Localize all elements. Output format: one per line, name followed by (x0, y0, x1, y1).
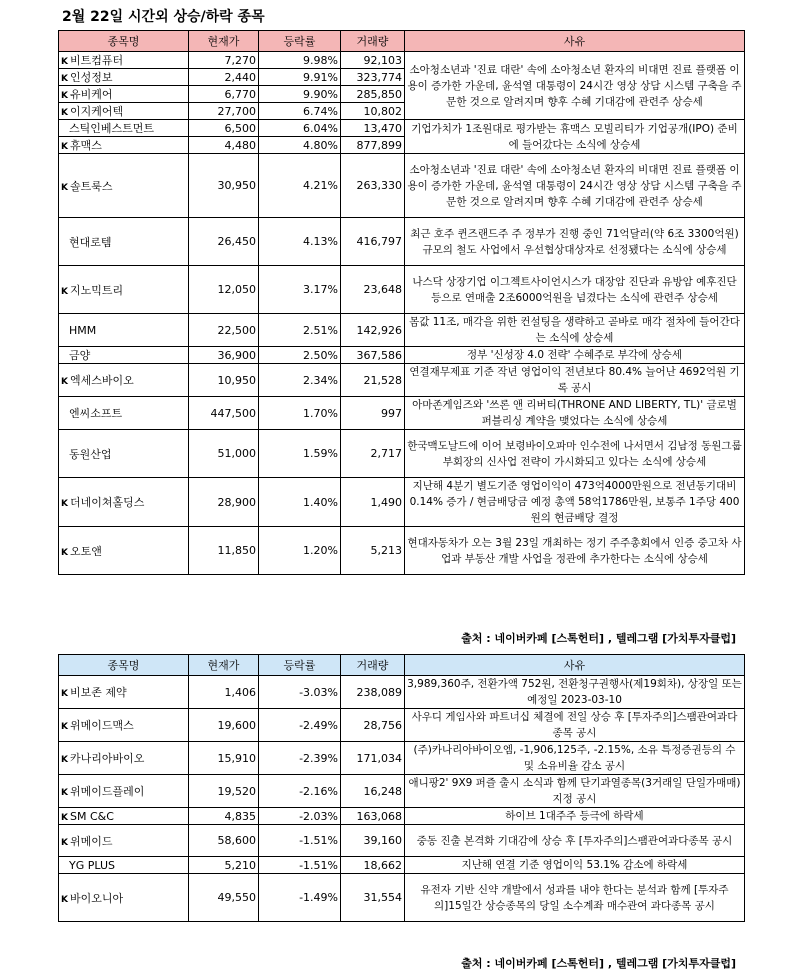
rate-cell: -2.03% (259, 808, 341, 825)
table-row (59, 825, 745, 857)
table-row (59, 266, 745, 314)
stock-name: 비트컴퓨터 (69, 54, 124, 67)
table-row (59, 314, 745, 347)
stock-name: 인성정보 (69, 71, 113, 84)
stock-name-cell (59, 397, 189, 430)
table-row (59, 364, 745, 397)
reason-cell: 정부 '신성장 4.0 전략' 수혜주로 부각에 상승세 (405, 347, 745, 364)
price-cell: 11,850 (189, 527, 259, 575)
stock-name-cell (59, 742, 189, 775)
stock-name: 이지케어텍 (69, 105, 124, 118)
market-badge: K (61, 499, 68, 509)
volume-cell: 31,554 (341, 874, 405, 922)
reason-cell: 현대자동차가 오는 3월 23일 개최하는 정기 주주총회에서 인증 중고차 사업과 부동산 개발 사업을 정관에 추가한다는 소식에 상승세 (405, 527, 745, 575)
volume-cell: 21,528 (341, 364, 405, 397)
price-cell: 447,500 (189, 397, 259, 430)
header-rate: 등락률 (259, 31, 341, 52)
volume-cell: 16,248 (341, 775, 405, 808)
stock-name: 솔트룩스 (69, 179, 113, 193)
volume-cell: 23,648 (341, 266, 405, 314)
rate-cell: -1.49% (259, 874, 341, 922)
stock-name-cell (59, 52, 189, 69)
table-row (59, 430, 745, 478)
price-cell: 26,450 (189, 218, 259, 266)
table-row (59, 478, 745, 527)
reason-cell: 몸값 11조, 매각을 위한 컨설팅을 생략하고 곧바로 매각 절차에 들어간다는 소식에 상승세 (405, 314, 745, 347)
reason-cell: 연결재무제표 기준 작년 영업이익 전년보다 80.4% 늘어난 4692억원 기록 공시 (405, 364, 745, 397)
rising-stocks-table (58, 30, 745, 575)
stock-name-cell (59, 808, 189, 825)
table-row (59, 808, 745, 825)
price-cell: 10,950 (189, 364, 259, 397)
header-name: 종목명 (59, 31, 189, 52)
volume-cell: 997 (341, 397, 405, 430)
stock-name-cell (59, 676, 189, 709)
stock-name: 지노믹트리 (69, 283, 124, 297)
rate-cell: -1.51% (259, 825, 341, 857)
stock-name: 스틱인베스트먼트 (69, 122, 155, 135)
stock-name-cell (59, 314, 189, 347)
stock-name-cell (59, 709, 189, 742)
price-cell: 15,910 (189, 742, 259, 775)
volume-cell: 10,802 (341, 103, 405, 120)
header-rate: 등락률 (259, 655, 341, 676)
volume-cell: 2,717 (341, 430, 405, 478)
table-row (59, 120, 745, 137)
table-row (59, 742, 745, 775)
table-header-row (59, 31, 745, 52)
price-cell: 22,500 (189, 314, 259, 347)
stock-name: 현대로템 (69, 235, 112, 249)
stock-name: 오토앤 (69, 544, 102, 558)
market-badge: K (61, 74, 68, 84)
stock-name-cell (59, 137, 189, 154)
stock-name: YG PLUS (69, 858, 115, 872)
reason-cell: 소아청소년과 '진료 대란' 속에 소아청소년 환자의 비대면 진료 플랫폼 이용이 증가한 가운데, 윤석열 대통령이 24시간 영상 상담 시스템 구축을 주문한 것으로 알려지며 향후 수혜 기대감에 관련주 상승세 (405, 154, 745, 218)
stock-name-cell (59, 825, 189, 857)
stock-name: 더네이쳐홀딩스 (69, 496, 145, 509)
table-row (59, 676, 745, 709)
price-cell: 6,770 (189, 86, 259, 103)
volume-cell: 263,330 (341, 154, 405, 218)
header-reason: 사유 (405, 31, 745, 52)
price-cell: 1,406 (189, 676, 259, 709)
stock-name-cell (59, 874, 189, 922)
market-badge: K (61, 788, 68, 798)
reason-cell: 중동 진출 본격화 기대감에 상승 후 [투자주의]스팸관여과다종목 공시 (405, 825, 745, 857)
market-badge: K (61, 286, 68, 297)
rate-cell: 9.98% (259, 52, 341, 69)
stock-name: 바이오니아 (69, 891, 124, 905)
header-reason: 사유 (405, 655, 745, 676)
stock-name-cell (59, 364, 189, 397)
rate-cell: 1.20% (259, 527, 341, 575)
table-header-row (59, 655, 745, 676)
stock-name: 휴맥스 (69, 139, 102, 152)
page-title: 2월 22일 시간외 상승/하락 종목 (62, 9, 265, 25)
price-cell: 6,500 (189, 120, 259, 137)
volume-cell: 142,926 (341, 314, 405, 347)
reason-cell: 소아청소년과 '진료 대란' 속에 소아청소년 환자의 비대면 진료 플랫폼 이용이 증가한 가운데, 윤석열 대통령이 24시간 영상 상담 시스템 구축을 주문한 것으로 알려지며 향후 수혜 기대감에 관련주 상승세 (405, 52, 745, 120)
market-badge: K (61, 722, 68, 732)
market-badge: K (61, 377, 68, 387)
reason-cell: 애니팡2' 9X9 퍼즐 출시 소식과 함께 단기과열종목(3거래일 단일가매매) 지정 공시 (405, 775, 745, 808)
stock-name: 카나리아바이오 (69, 752, 145, 765)
price-cell: 49,550 (189, 874, 259, 922)
rate-cell: 6.74% (259, 103, 341, 120)
stock-name-cell (59, 69, 189, 86)
volume-cell: 13,470 (341, 120, 405, 137)
reason-cell: 3,989,360주, 전환가액 752원, 전환청구권행사(제19회차), 상장일 또는 예정일 2023-03-10 (405, 676, 745, 709)
volume-cell: 28,756 (341, 709, 405, 742)
market-badge: K (61, 755, 68, 765)
rate-cell: 4.13% (259, 218, 341, 266)
table-row (59, 347, 745, 364)
price-cell: 19,520 (189, 775, 259, 808)
price-cell: 19,600 (189, 709, 259, 742)
stock-name: 금양 (69, 349, 91, 362)
price-cell: 5,210 (189, 857, 259, 874)
stock-name-cell (59, 347, 189, 364)
market-badge: K (61, 547, 68, 558)
rate-cell: 4.80% (259, 137, 341, 154)
rate-cell: 4.21% (259, 154, 341, 218)
rate-cell: 2.34% (259, 364, 341, 397)
stock-name-cell (59, 218, 189, 266)
stock-name: 엔씨소프트 (69, 407, 123, 420)
stock-name-cell (59, 266, 189, 314)
stock-name: 위메이드 (69, 834, 113, 848)
reason-cell: 기업가치가 1조원대로 평가받는 휴맥스 모빌리티가 기업공개(IPO) 준비에 들어갔다는 소식에 상승세 (405, 120, 745, 154)
rate-cell: 1.40% (259, 478, 341, 527)
rate-cell: -3.03% (259, 676, 341, 709)
stock-name: HMM (69, 323, 97, 337)
reason-cell: 나스닥 상장기업 이그젝트사이언시스가 대장암 진단과 유방암 예후진단 등으로 연매출 2조6000억원을 넘겼다는 소식에 관련주 상승세 (405, 266, 745, 314)
table-row (59, 857, 745, 874)
price-cell: 27,700 (189, 103, 259, 120)
reason-cell: (주)카나리아바이오엠, -1,906,125주, -2.15%, 소유 특정증권등의 수 및 소유비율 감소 공시 (405, 742, 745, 775)
stock-name: 유비케어 (69, 88, 113, 101)
rate-cell: 2.51% (259, 314, 341, 347)
stock-name-cell (59, 120, 189, 137)
reason-cell: 지난해 4분기 별도기준 영업이익이 473억4000만원으로 전년동기대비 0.14% 증가 / 현금배당금 예정 총액 58억1786만원, 보통주 1주당 400원의 현금배당 결정 (405, 478, 745, 527)
reason-cell: 유전자 기반 신약 개발에서 성과를 내야 한다는 분석과 함께 [투자주의]15일간 상승종목의 당일 소수계좌 매수관여 과다종목 공시 (405, 874, 745, 922)
market-badge: K (61, 812, 68, 823)
market-badge: K (61, 689, 68, 699)
price-cell: 51,000 (189, 430, 259, 478)
volume-cell: 1,490 (341, 478, 405, 527)
volume-cell: 877,899 (341, 137, 405, 154)
market-badge: K (61, 894, 68, 905)
market-badge: K (61, 142, 68, 152)
market-badge: K (61, 837, 68, 848)
volume-cell: 5,213 (341, 527, 405, 575)
stock-name-cell (59, 857, 189, 874)
table-row (59, 218, 745, 266)
market-badge: K (61, 57, 68, 67)
stock-name: 동원산업 (69, 447, 112, 461)
rate-cell: 6.04% (259, 120, 341, 137)
reason-cell: 최근 호주 퀸즈랜드주 주 정부가 진행 중인 71억달러(약 6조 3300억원) 규모의 철도 사업에서 우선협상대상자로 선정됐다는 소식에 상승세 (405, 218, 745, 266)
table-row (59, 874, 745, 922)
rate-cell: -2.49% (259, 709, 341, 742)
stock-name: SM C&C (69, 809, 114, 823)
stock-name: 엑세스바이오 (69, 374, 134, 387)
market-badge: K (61, 108, 68, 118)
table-row (59, 397, 745, 430)
header-price: 현재가 (189, 655, 259, 676)
table-row (59, 709, 745, 742)
market-badge: K (61, 182, 68, 193)
volume-cell: 171,034 (341, 742, 405, 775)
price-cell: 58,600 (189, 825, 259, 857)
header-volume: 거래량 (341, 655, 405, 676)
table-row (59, 527, 745, 575)
volume-cell: 163,068 (341, 808, 405, 825)
rate-cell: -2.39% (259, 742, 341, 775)
price-cell: 12,050 (189, 266, 259, 314)
table-row (59, 52, 745, 69)
source-note-2: 출처 : 네이버카페 [스톡헌터] , 텔레그램 [가치투자클럽] (461, 957, 736, 970)
rate-cell: -2.16% (259, 775, 341, 808)
header-price: 현재가 (189, 31, 259, 52)
price-cell: 7,270 (189, 52, 259, 69)
falling-stocks-table (58, 654, 745, 922)
price-cell: 36,900 (189, 347, 259, 364)
table-row (59, 154, 745, 218)
reason-cell: 아마존게임즈와 '쓰론 앤 리버티(THRONE AND LIBERTY, TL)' 글로벌 퍼블리싱 계약을 맺었다는 소식에 상승세 (405, 397, 745, 430)
volume-cell: 18,662 (341, 857, 405, 874)
price-cell: 2,440 (189, 69, 259, 86)
rate-cell: 2.50% (259, 347, 341, 364)
stock-name: 비보존 제약 (69, 686, 127, 699)
rate-cell: 1.59% (259, 430, 341, 478)
volume-cell: 39,160 (341, 825, 405, 857)
stock-name: 위메이드맥스 (69, 719, 134, 732)
rate-cell: -1.51% (259, 857, 341, 874)
header-volume: 거래량 (341, 31, 405, 52)
rate-cell: 9.90% (259, 86, 341, 103)
volume-cell: 416,797 (341, 218, 405, 266)
volume-cell: 323,774 (341, 69, 405, 86)
source-note-1: 출처 : 네이버카페 [스톡헌터] , 텔레그램 [가치투자클럽] (461, 632, 736, 645)
price-cell: 4,480 (189, 137, 259, 154)
reason-cell: 한국맥도날드에 이어 보령바이오파마 인수전에 나서면서 김남정 동원그룹 부회장의 신사업 전략이 가시화되고 있다는 소식에 상승세 (405, 430, 745, 478)
price-cell: 4,835 (189, 808, 259, 825)
stock-name: 위메이드플레이 (69, 785, 145, 798)
volume-cell: 285,850 (341, 86, 405, 103)
reason-cell: 지난해 연결 기준 영업이익 53.1% 감소에 하락세 (405, 857, 745, 874)
table-row (59, 775, 745, 808)
volume-cell: 238,089 (341, 676, 405, 709)
price-cell: 28,900 (189, 478, 259, 527)
header-name: 종목명 (59, 655, 189, 676)
stock-name-cell (59, 430, 189, 478)
rate-cell: 3.17% (259, 266, 341, 314)
reason-cell: 하이브 1대주주 등극에 하락세 (405, 808, 745, 825)
market-badge: K (61, 91, 68, 101)
volume-cell: 367,586 (341, 347, 405, 364)
rate-cell: 1.70% (259, 397, 341, 430)
price-cell: 30,950 (189, 154, 259, 218)
stock-name-cell (59, 154, 189, 218)
stock-name-cell (59, 86, 189, 103)
reason-cell: 사우디 게임사와 파트너십 체결에 전일 상승 후 [투자주의]스팸관여과다종목 공시 (405, 709, 745, 742)
rate-cell: 9.91% (259, 69, 341, 86)
stock-name-cell (59, 478, 189, 527)
stock-name-cell (59, 103, 189, 120)
stock-name-cell (59, 775, 189, 808)
stock-name-cell (59, 527, 189, 575)
volume-cell: 92,103 (341, 52, 405, 69)
